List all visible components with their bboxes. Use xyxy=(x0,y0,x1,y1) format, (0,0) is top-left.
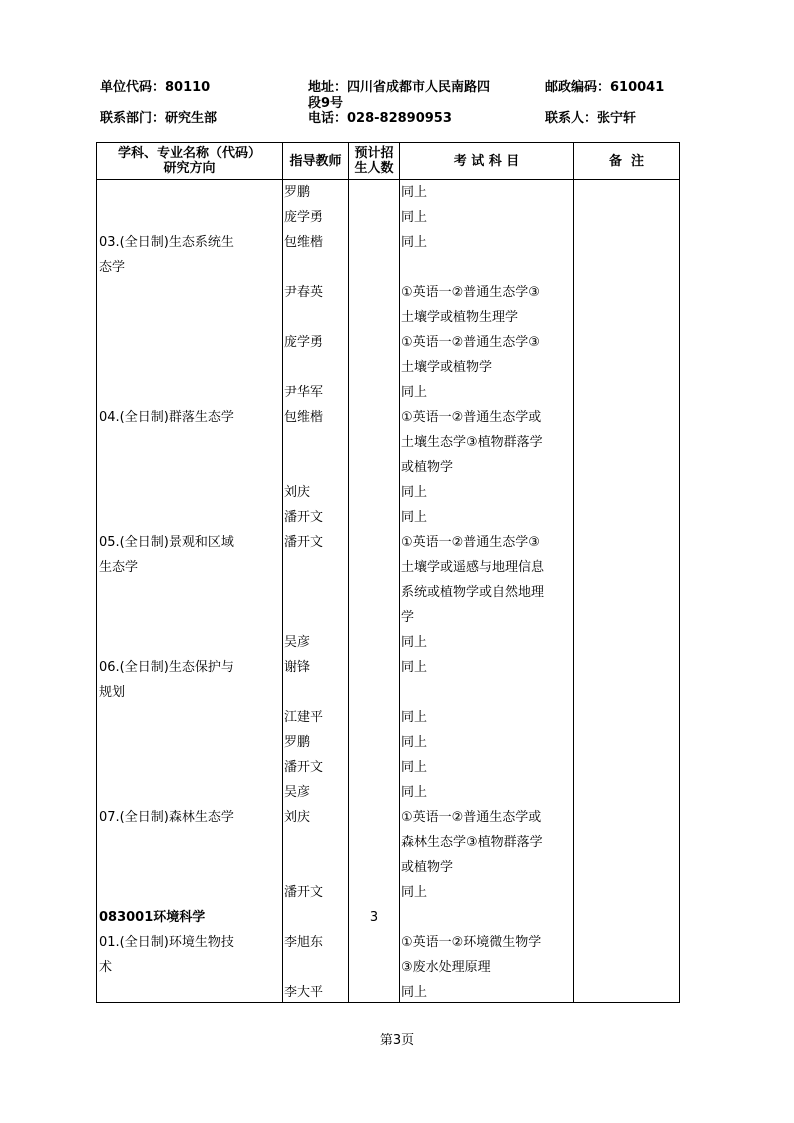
exam-cell: 同上 xyxy=(401,235,428,250)
exam-cell: 同上 xyxy=(401,210,428,225)
teacher-cell: 潘开文 xyxy=(284,510,324,525)
teacher-cell: 包维楷 xyxy=(284,235,324,250)
exam-cell: ①英语一②普通生态学或 xyxy=(401,810,542,825)
teacher-cell: 吴彦 xyxy=(284,635,311,650)
exam-cell: 同上 xyxy=(401,510,428,525)
exam-cell: 森林生态学③植物群落学 xyxy=(401,835,543,850)
header-divider xyxy=(97,179,679,180)
unit-code: 单位代码：80110 xyxy=(100,80,211,95)
teacher-cell: 李大平 xyxy=(284,985,324,1000)
teacher-cell: 李旭东 xyxy=(284,935,324,950)
teacher-cell: 潘开文 xyxy=(284,535,324,550)
subject-cell: 05.(全日制)景观和区域 xyxy=(99,535,234,550)
subject-cell: 07.(全日制)森林生态学 xyxy=(99,810,234,825)
header-subject-line1: 学科、专业名称（代码） xyxy=(117,146,261,161)
teacher-cell: 包维楷 xyxy=(284,410,324,425)
exam-cell: 或植物学 xyxy=(401,860,454,875)
teacher-cell: 潘开文 xyxy=(284,760,324,775)
header-note: 备 注 xyxy=(608,153,645,169)
header-exam: 考 试 科 目 xyxy=(453,153,520,169)
teacher-cell: 庞学勇 xyxy=(284,210,324,225)
exam-cell: 同上 xyxy=(401,985,428,1000)
exam-cell: 同上 xyxy=(401,885,428,900)
exam-cell: ①英语一②普通生态学或 xyxy=(401,410,542,425)
program-table xyxy=(96,142,680,1003)
page-number: 第3页 xyxy=(379,1033,415,1048)
exam-cell: 或植物学 xyxy=(401,460,454,475)
exam-cell: 土壤学或植物生理学 xyxy=(401,310,519,325)
phone: 电话：028-82890953 xyxy=(308,111,452,126)
teacher-cell: 罗鹏 xyxy=(284,185,311,200)
teacher-cell: 庞学勇 xyxy=(284,335,324,350)
header-subject-line2: 研究方向 xyxy=(163,161,216,176)
column-divider xyxy=(348,143,349,1002)
subject-cell: 规划 xyxy=(99,685,126,700)
exam-cell: 同上 xyxy=(401,710,428,725)
exam-cell: 同上 xyxy=(401,660,428,675)
subject-cell: 生态学 xyxy=(99,560,139,575)
teacher-cell: 刘庆 xyxy=(284,810,311,825)
exam-cell: 同上 xyxy=(401,785,428,800)
teacher-cell: 潘开文 xyxy=(284,885,324,900)
exam-cell: 土壤学或植物学 xyxy=(401,360,493,375)
teacher-cell: 刘庆 xyxy=(284,485,311,500)
teacher-cell: 罗鹏 xyxy=(284,735,311,750)
teacher-cell: 江建平 xyxy=(284,710,324,725)
header-count-line2: 生人数 xyxy=(354,161,394,176)
subject-cell: 态学 xyxy=(99,260,126,275)
subject-cell: 01.(全日制)环境生物技 xyxy=(99,935,234,950)
exam-cell: ①英语一②普通生态学③ xyxy=(401,285,540,300)
column-divider xyxy=(573,143,574,1002)
exam-cell: 同上 xyxy=(401,485,428,500)
teacher-cell: 尹春英 xyxy=(284,285,324,300)
exam-cell: ①英语一②普通生态学③ xyxy=(401,335,540,350)
exam-cell: 同上 xyxy=(401,385,428,400)
exam-cell: ①英语一②环境微生物学 xyxy=(401,935,542,950)
contact-person: 联系人：张宁轩 xyxy=(545,111,637,126)
address-line1: 地址：四川省成都市人民南路四 xyxy=(308,80,491,95)
count-cell: 3 xyxy=(369,910,379,925)
exam-cell: 同上 xyxy=(401,760,428,775)
teacher-cell: 吴彦 xyxy=(284,785,311,800)
header-count-line1: 预计招 xyxy=(354,146,394,161)
postcode: 邮政编码：610041 xyxy=(545,80,665,95)
exam-cell: 同上 xyxy=(401,735,428,750)
subject-cell: 04.(全日制)群落生态学 xyxy=(99,410,234,425)
exam-cell: 学 xyxy=(401,610,415,625)
subject-cell: 03.(全日制)生态系统生 xyxy=(99,235,234,250)
exam-cell: 系统或植物学或自然地理 xyxy=(401,585,545,600)
exam-cell: 同上 xyxy=(401,635,428,650)
exam-cell: ③废水处理原理 xyxy=(401,960,491,975)
subject-cell: 083001环境科学 xyxy=(99,910,206,925)
teacher-cell: 谢锋 xyxy=(284,660,311,675)
exam-cell: 同上 xyxy=(401,185,428,200)
exam-cell: 土壤生态学③植物群落学 xyxy=(401,435,543,450)
column-divider xyxy=(399,143,400,1002)
header-count xyxy=(349,143,399,179)
contact-department: 联系部门：研究生部 xyxy=(100,111,218,126)
header-subject xyxy=(97,143,282,179)
teacher-cell: 尹华军 xyxy=(284,385,324,400)
address-line2: 段9号 xyxy=(308,96,344,111)
exam-cell: 土壤学或遥感与地理信息 xyxy=(401,560,545,575)
exam-cell: ①英语一②普通生态学③ xyxy=(401,535,540,550)
header-teacher: 指导教师 xyxy=(289,153,342,169)
subject-cell: 术 xyxy=(99,960,113,975)
subject-cell: 06.(全日制)生态保护与 xyxy=(99,660,234,675)
